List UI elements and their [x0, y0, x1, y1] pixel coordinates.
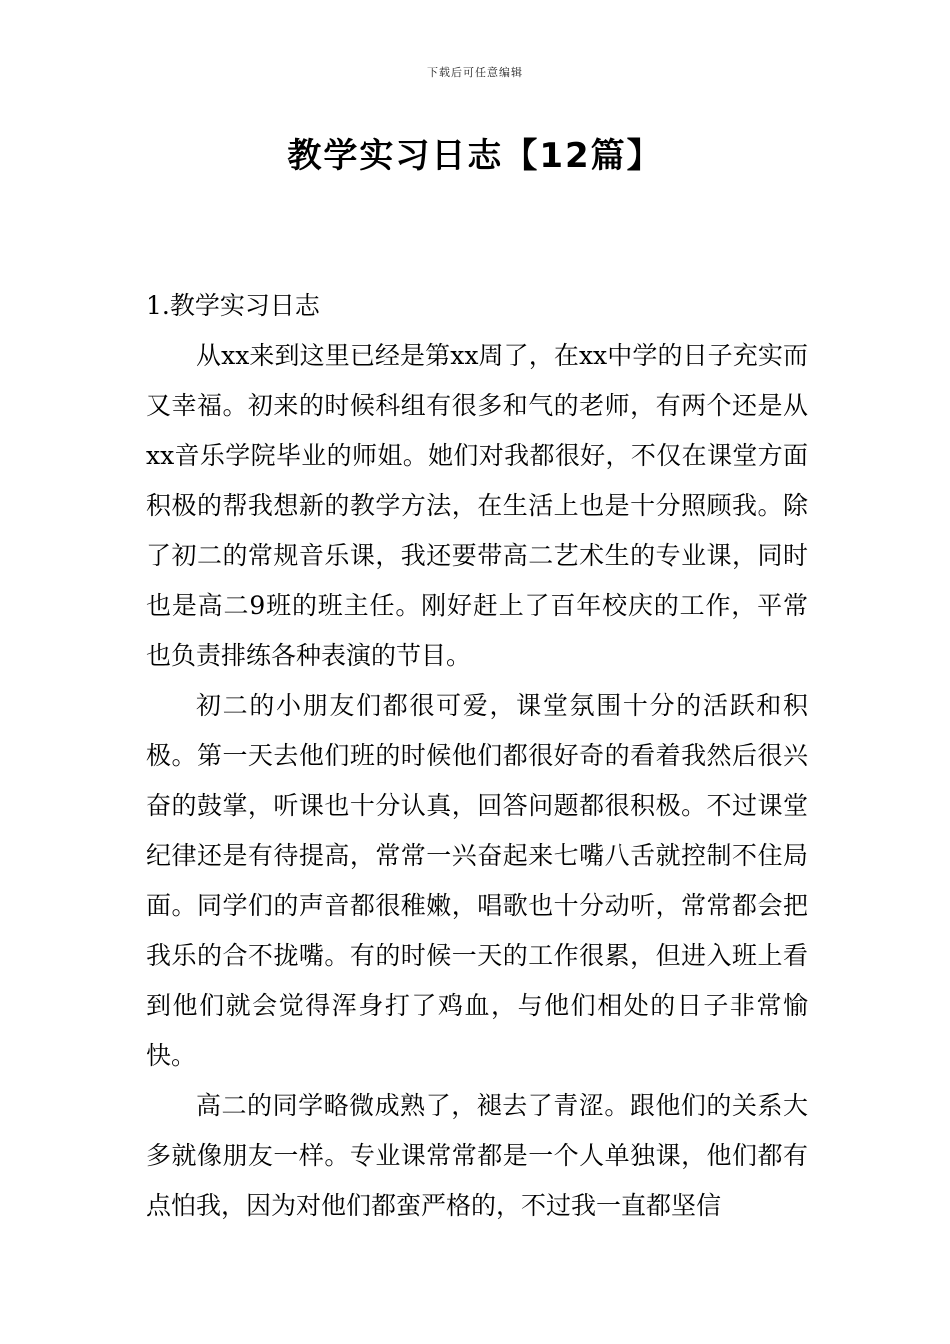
paragraph: 从xx来到这里已经是第xx周了，在xx中学的日子充实而又幸福。初来的时候科组有很多和气的老师，有两个还是从xx音乐学院毕业的师姐。她们对我都很好，不仅在课堂方面积极的帮我想新的教学方法，在生活上也是十分照顾我。除了初二的常规音乐课，我还要带高二艺术生的专业课，同时也是高二9班的班主任。刚好赶上了百年校庆的工作，平常也负责排练各种表演的节目。 — [146, 341, 808, 670]
section-heading: 1.教学实习日志 — [146, 291, 320, 320]
document-body — [146, 281, 808, 1231]
document-title: 教学实习日志【12篇】 — [287, 136, 663, 176]
paragraph: 初二的小朋友们都很可爱，课堂氛围十分的活跃和积极。第一天去他们班的时候他们都很好奇的看着我然后很兴奋的鼓掌，听课也十分认真，回答问题都很积极。不过课堂纪律还是有待提高，常常一兴奋起来七嘴八舌就控制不住局面。同学们的声音都很稚嫩，唱歌也十分动听，常常都会把我乐的合不拢嘴。有的时候一天的工作很累，但进入班上看到他们就会觉得浑身打了鸡血，与他们相处的日子非常愉快。 — [146, 691, 808, 1070]
header-note: 下载后可任意编辑 — [427, 66, 523, 79]
paragraph: 高二的同学略微成熟了，褪去了青涩。跟他们的关系大多就像朋友一样。专业课常常都是一个人单独课，他们都有点怕我，因为对他们都蛮严格的，不过我一直都坚信 — [146, 1091, 808, 1220]
